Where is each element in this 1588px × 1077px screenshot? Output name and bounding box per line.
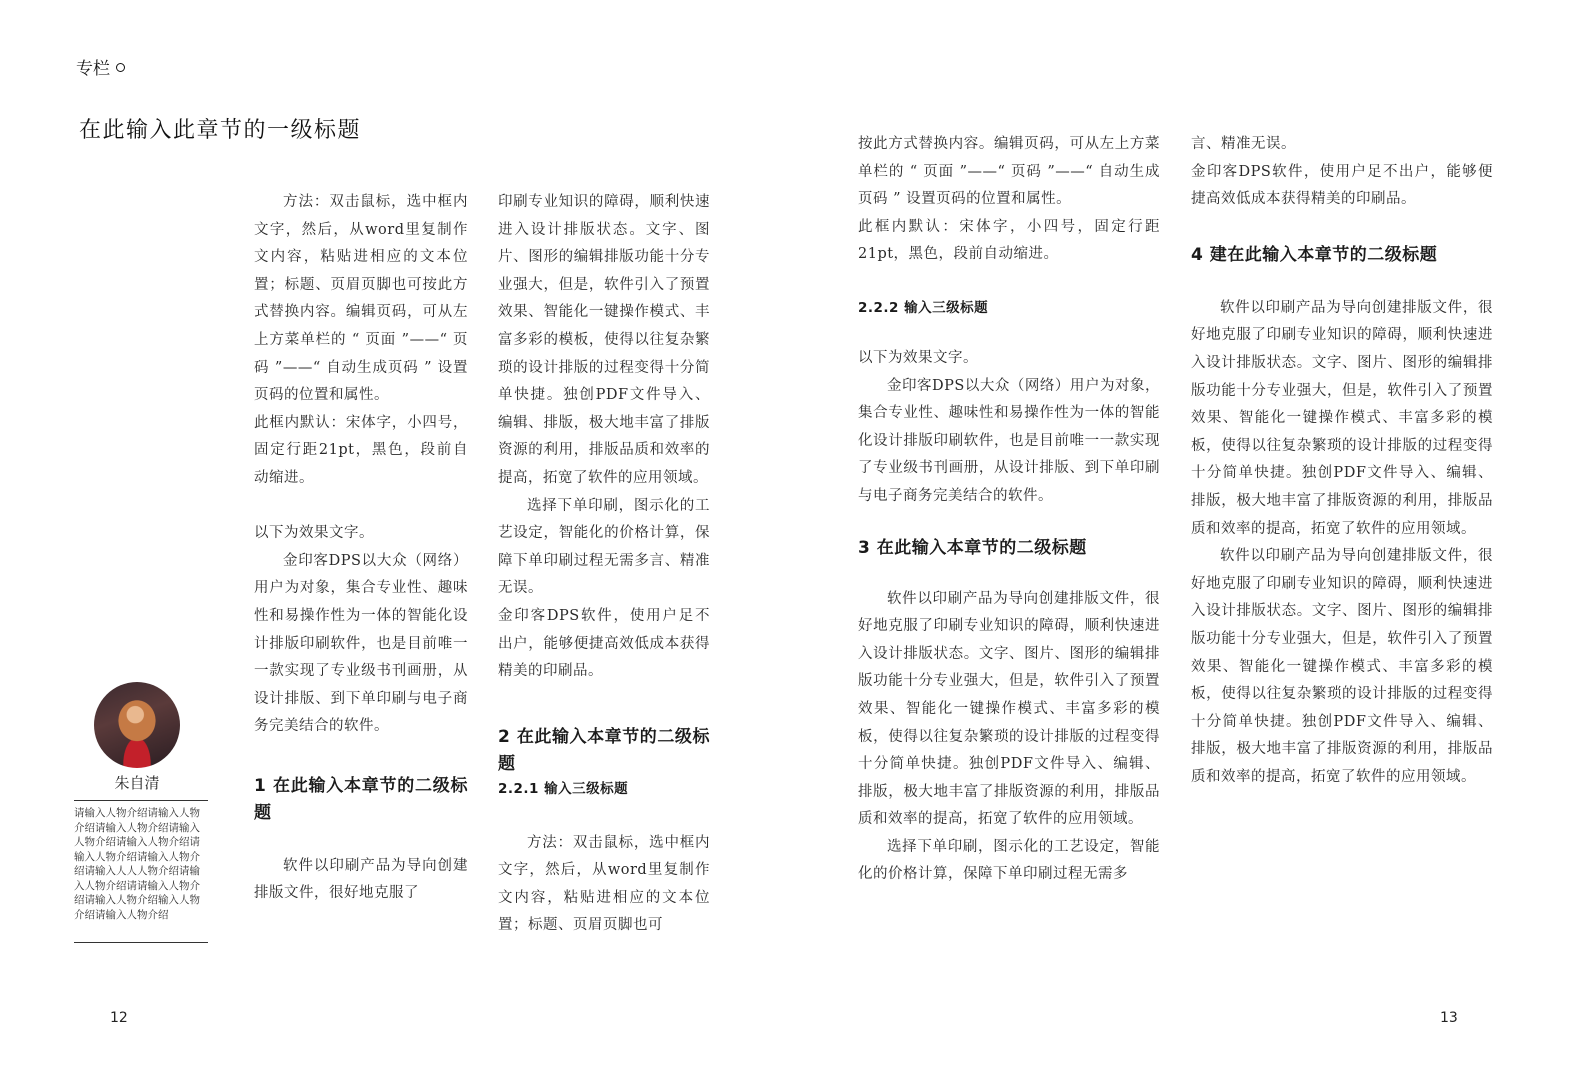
paragraph: 金印客DPS以大众（网络）用户为对象，集合专业性、趣味性和易操作性为一体的智能化设计排版印刷软件，也是目前唯一一款实现了专业级书刊画册，从设计排版、到下单印刷与电子商务完美结合的软件。 xyxy=(858,377,1160,504)
paragraph: 选择下单印刷，图示化的工艺设定，智能化的价格计算，保障下单印刷过程无需多 xyxy=(858,838,1160,883)
paragraph: 软件以印刷产品为导向创建排版文件，很好地克服了印刷专业知识的障碍，顺利快速进入设计排版状态。文字、图片、图形的编辑排版功能十分专业强大，但是，软件引入了预置效果、智能化一键操作模式、丰富多彩的模板，使得以往复杂繁琐的设计排版的过程变得十分简单快捷。独创PDF文件导入、编辑、排版，极大地丰富了排版资源的利用，排版品质和效率的提高，拓宽了软件的应用领域。 xyxy=(858,590,1160,828)
paragraph: 言、精准无误。 xyxy=(1191,136,1296,152)
paragraph: 以下为效果文字。 xyxy=(254,525,374,542)
bio-divider-bottom xyxy=(74,942,208,943)
paragraph: 方法：双击鼠标，选中框内文字，然后，从word里复制作文内容，粘贴进相应的文本位置；标题、页眉页脚也可 xyxy=(498,834,710,934)
section-heading: 3 在此输入本章节的二级标题 xyxy=(858,537,1087,558)
paragraph: 方法：双击鼠标，选中框内文字，然后，从word里复制作文内容，粘贴进相应的文本位置；标题、页眉页脚也可按此方式替换内容。编辑页码，可从左上方菜单栏的 “ 页面 ”——“ 页码 ”——“ 自动生成页码 ” 设置页码的位置和属性。 xyxy=(254,194,468,404)
paragraph: 选择下单印刷，图示化的工艺设定，智能化的价格计算，保障下单印刷过程无需多言、精准无误。 xyxy=(498,497,710,597)
paragraph: 印刷专业知识的障碍，顺利快速进入设计排版状态。文字、图片、图形的编辑排版功能十分专业强大，但是，软件引入了预置效果、智能化一键操作模式、丰富多彩的模板，使得以往复杂繁琐的设计排版的过程变得十分简单快捷。独创PDF文件导入、编辑、排版，极大地丰富了排版资源的利用，排版品质和效率的提高，拓宽了软件的应用领域。 xyxy=(498,194,710,486)
author-avatar xyxy=(94,682,180,768)
paragraph: 金印客DPS以大众（网络）用户为对象，集合专业性、趣味性和易操作性为一体的智能化设计排版印刷软件，也是目前唯一一款实现了专业级书刊画册，从设计排版、到下单印刷与电子商务完美结合的软件。 xyxy=(254,552,468,735)
section-heading: 4 建在此输入本章节的二级标题 xyxy=(1191,244,1438,265)
paragraph: 软件以印刷产品为导向创建排版文件，很好地克服了印刷专业知识的障碍，顺利快速进入设计排版状态。文字、图片、图形的编辑排版功能十分专业强大，但是，软件引入了预置效果、智能化一键操作模式、丰富多彩的模板，使得以往复杂繁琐的设计排版的过程变得十分简单快捷。独创PDF文件导入、编辑、排版，极大地丰富了排版资源的利用，排版品质和效率的提高，拓宽了软件的应用领域。 xyxy=(1191,299,1493,537)
subsection-heading: 2.2.1 输入三级标题 xyxy=(498,780,629,797)
paragraph: 金印客DPS软件，使用户足不出户，能够便捷高效低成本获得精美的印刷品。 xyxy=(498,607,710,680)
paragraph: 以下为效果文字。 xyxy=(858,349,978,366)
text-column-2 xyxy=(498,189,710,940)
column-label xyxy=(76,54,125,79)
bio-divider-top xyxy=(74,800,208,801)
paragraph: 金印客DPS软件，使用户足不出户，能够便捷高效低成本获得精美的印刷品。 xyxy=(1191,163,1493,208)
page-number-right: 13 xyxy=(1440,1010,1458,1026)
text-column-1 xyxy=(254,189,468,908)
author-bio: 请输入人物介绍请输入人物介绍请输入人物介绍请输入人物介绍请输入人物介绍请输入人物介绍请输入人物介绍请输入人人人物介绍请输入人物介绍请请输入人物介绍请输入人物介绍输入人物介绍请输入人物介绍 xyxy=(74,807,200,921)
paragraph: 此框内默认：宋体字，小四号，固定行距21pt，黑色，段前自动缩进。 xyxy=(254,414,468,486)
paragraph: 软件以印刷产品为导向创建排版文件，很好地克服了印刷专业知识的障碍，顺利快速进入设计排版状态。文字、图片、图形的编辑排版功能十分专业强大，但是，软件引入了预置效果、智能化一键操作模式、丰富多彩的模板，使得以往复杂繁琐的设计排版的过程变得十分简单快捷。独创PDF文件导入、编辑、排版，极大地丰富了排版资源的利用，排版品质和效率的提高，拓宽了软件的应用领域。 xyxy=(1191,548,1493,785)
circle-icon xyxy=(116,63,125,72)
paragraph: 此框内默认：宋体字，小四号，固定行距21pt，黑色，段前自动缩进。 xyxy=(858,218,1160,263)
text-column-3 xyxy=(858,131,1160,889)
paragraph: 软件以印刷产品为导向创建排版文件，很好地克服了 xyxy=(254,857,468,902)
author-name: 朱自清 xyxy=(114,774,160,792)
section-heading: 2 在此输入本章节的二级标题 xyxy=(498,726,710,774)
paragraph: 按此方式替换内容。编辑页码，可从左上方菜单栏的 “ 页面 ”——“ 页码 ”——“ 自动生成页码 ” 设置页码的位置和属性。 xyxy=(858,136,1160,208)
page-number-left: 12 xyxy=(110,1010,128,1026)
chapter-title: 在此输入此章节的一级标题 xyxy=(79,118,362,143)
subsection-heading: 2.2.2 输入三级标题 xyxy=(858,299,989,316)
text-column-4 xyxy=(1191,131,1493,791)
column-label-text: 专栏 xyxy=(76,59,110,79)
section-heading: 1 在此输入本章节的二级标题 xyxy=(254,775,468,823)
